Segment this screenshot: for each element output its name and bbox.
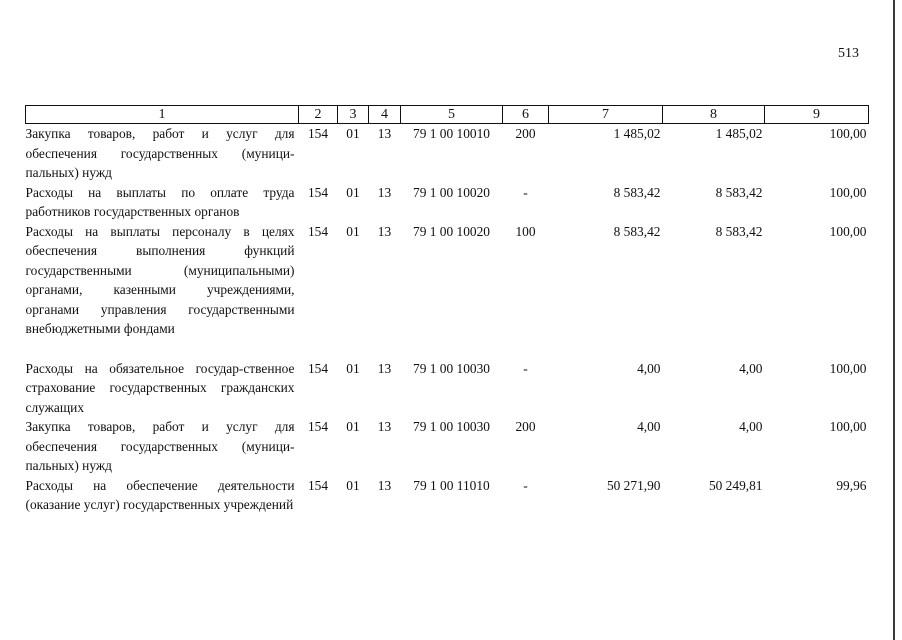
- row-section-code: 01: [346, 477, 360, 493]
- row-value-percent: 100,00: [829, 419, 867, 434]
- table-row: [26, 476, 869, 515]
- row-target-code: 79 1 00 10020: [413, 223, 490, 239]
- header-col-9: 9: [765, 106, 869, 124]
- header-col-6: 6: [503, 106, 549, 124]
- row-subsection-code: 13: [377, 223, 392, 239]
- row-section-code: 01: [346, 126, 360, 141]
- table-row: [26, 183, 869, 222]
- row-value-plan: 50 271,90: [606, 477, 661, 493]
- table-row: [26, 222, 869, 339]
- header-col-1: 1: [26, 106, 299, 124]
- row-subsection-code: 13: [377, 419, 392, 434]
- row-subsection-code: 13: [377, 477, 392, 493]
- row-name: Расходы на обеспечение деятельности (оказание услуг) государственных учреждений: [25, 477, 295, 512]
- page-number: 513: [838, 46, 859, 61]
- header-row: [26, 106, 869, 124]
- row-ministry-code: 154: [307, 184, 329, 200]
- row-name: Закупка товаров, работ и услуг для обеспечения государственных (муници-пальных) нужд: [25, 419, 295, 473]
- row-section-code: 01: [346, 223, 360, 239]
- row-section-code: 01: [346, 419, 360, 434]
- row-value-plan: 8 583,42: [613, 223, 661, 239]
- row-target-code: 79 1 00 10030: [413, 419, 490, 434]
- row-value-plan: 4,00: [637, 360, 661, 376]
- header-col-4: 4: [369, 106, 401, 124]
- row-subsection-code: 13: [377, 184, 392, 200]
- row-name: Расходы на выплаты по оплате труда работников государственных органов: [25, 184, 295, 219]
- row-ministry-code: 154: [307, 126, 329, 141]
- row-target-code: 79 1 00 10010: [413, 126, 490, 141]
- row-expense-type: -: [523, 477, 528, 493]
- row-target-code: 79 1 00 11010: [413, 477, 490, 493]
- row-name: Расходы на обязательное государ-ственное страхование государственных гражданских служащих: [25, 360, 295, 415]
- row-value-actual: 4,00: [739, 419, 763, 434]
- row-value-percent: 100,00: [829, 223, 867, 239]
- row-value-actual: 4,00: [739, 360, 763, 376]
- row-value-plan: 1 485,02: [613, 126, 661, 141]
- row-value-percent: 100,00: [829, 126, 867, 141]
- page-edge-line: [893, 0, 895, 640]
- row-value-plan: 4,00: [637, 419, 661, 434]
- row-subsection-code: 13: [377, 360, 392, 376]
- header-col-7: 7: [549, 106, 663, 124]
- table-body: [26, 124, 869, 515]
- row-section-code: 01: [346, 184, 360, 200]
- row-value-actual: 8 583,42: [715, 184, 763, 200]
- table-row: [26, 124, 869, 183]
- header-col-8: 8: [663, 106, 765, 124]
- row-expense-type: 100: [515, 223, 536, 239]
- header-col-5: 5: [401, 106, 503, 124]
- row-expense-type: 200: [515, 419, 536, 434]
- table-header: [26, 106, 869, 124]
- spacer-row: [26, 339, 869, 359]
- row-value-actual: 50 249,81: [708, 477, 763, 493]
- row-value-percent: 100,00: [829, 184, 867, 200]
- row-value-percent: 99,96: [836, 477, 867, 493]
- row-name: Расходы на выплаты персоналу в целях обеспечения выполнения функций государственными (муниципальными) органами, казенными учреждениями, органами управления государственными внебюджетными фондами: [25, 223, 295, 336]
- spacer-cell: [26, 339, 869, 359]
- row-target-code: 79 1 00 10030: [413, 360, 490, 376]
- budget-table: [25, 105, 869, 515]
- header-col-3: 3: [338, 106, 369, 124]
- table-row: [26, 417, 869, 476]
- row-subsection-code: 13: [377, 126, 392, 141]
- row-value-percent: 100,00: [829, 360, 867, 376]
- row-target-code: 79 1 00 10020: [413, 184, 490, 200]
- row-ministry-code: 154: [307, 419, 329, 434]
- row-expense-type: -: [523, 184, 528, 200]
- row-value-actual: 8 583,42: [715, 223, 763, 239]
- row-ministry-code: 154: [307, 477, 329, 493]
- row-value-actual: 1 485,02: [715, 126, 763, 141]
- row-expense-type: -: [523, 360, 528, 376]
- row-expense-type: 200: [515, 126, 536, 141]
- row-ministry-code: 154: [307, 223, 329, 239]
- header-col-2: 2: [299, 106, 338, 124]
- row-name: Закупка товаров, работ и услуг для обеспечения государственных (муници-пальных) нужд: [25, 126, 295, 180]
- row-ministry-code: 154: [307, 360, 329, 376]
- table-row: [26, 359, 869, 418]
- row-section-code: 01: [346, 360, 360, 376]
- row-value-plan: 8 583,42: [613, 184, 661, 200]
